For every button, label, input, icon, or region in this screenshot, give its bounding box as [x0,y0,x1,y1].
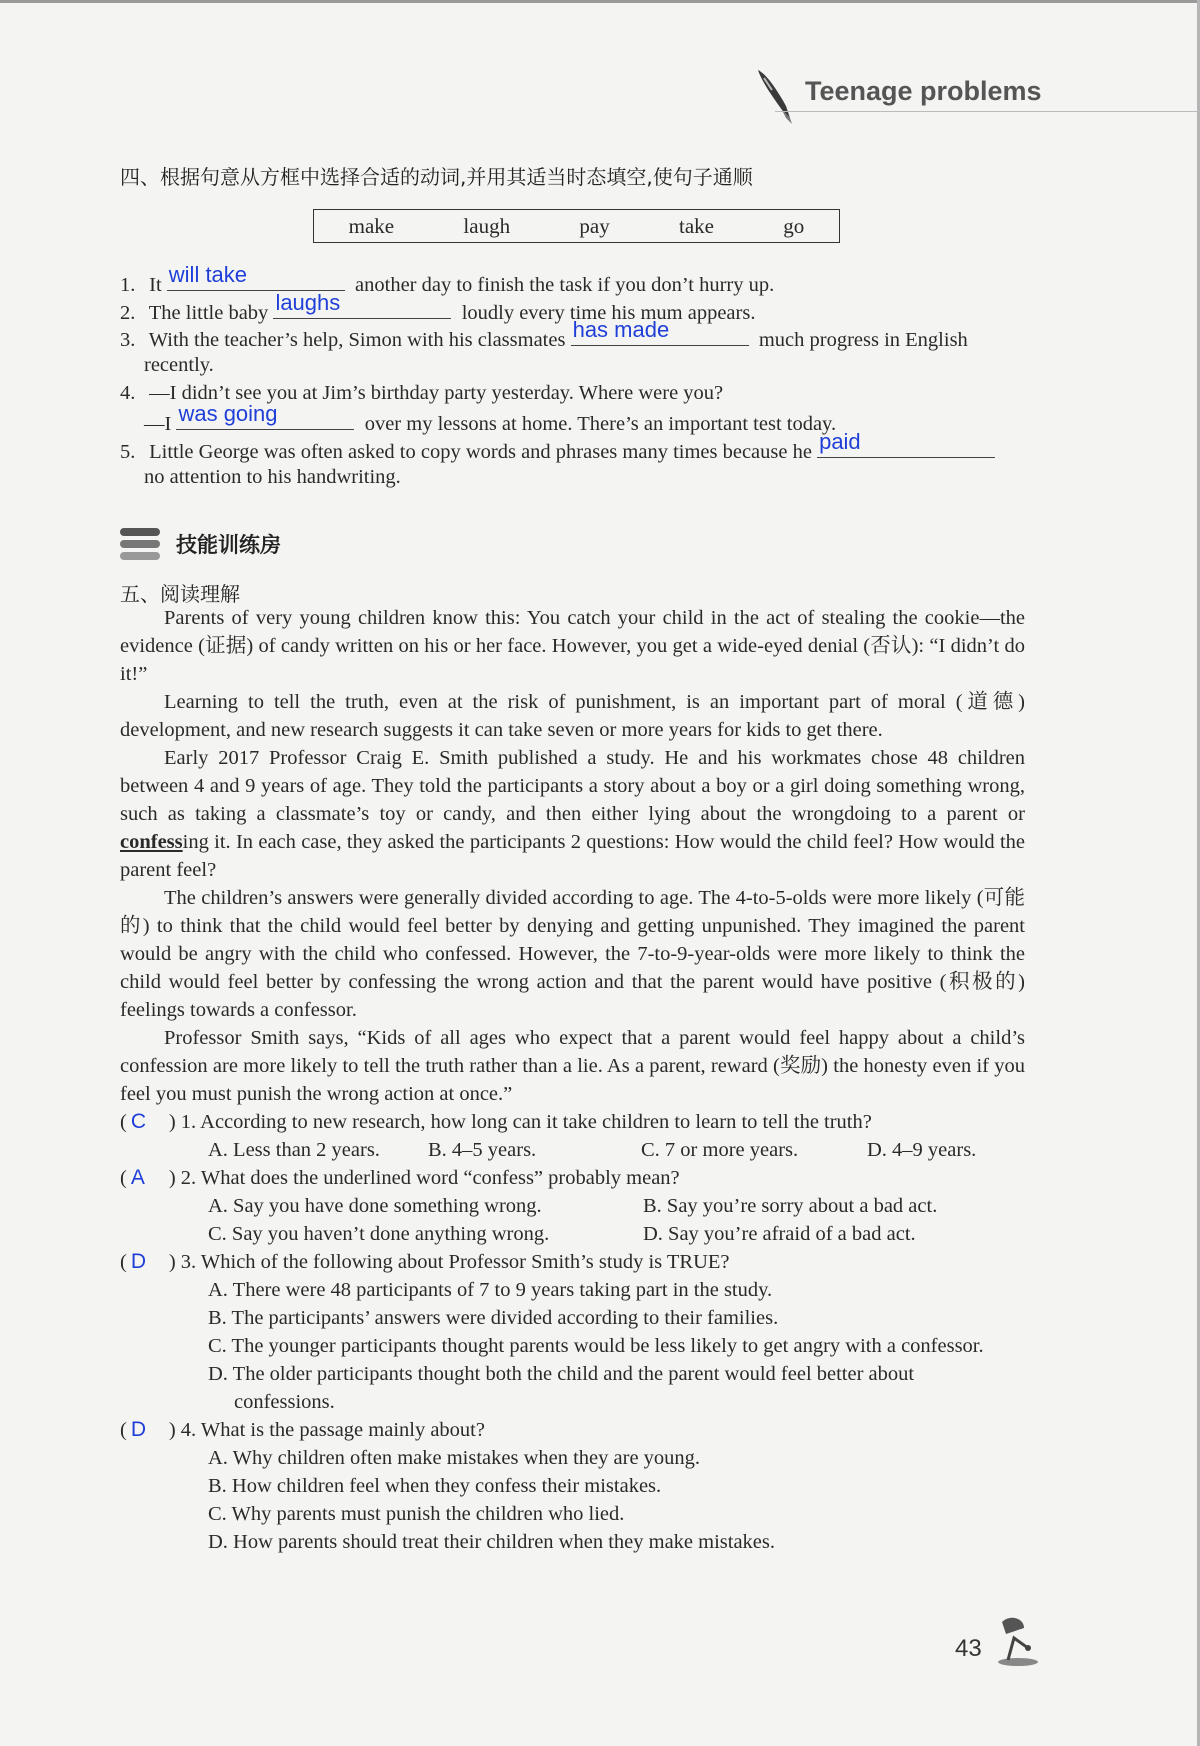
question-1: ( C ) 1. According to new research, how long can it take children to learn to tell the truth? [120,1108,872,1136]
answer-blank[interactable] [167,262,345,291]
skills-section-title: 技能训练房 [176,533,281,557]
option: C. Why parents must punish the children who lied. [208,1503,625,1525]
underlined-word: confess [120,831,183,853]
option-continued: confessions. [234,1391,335,1413]
passage-paragraph-4: The children’s answers were generally divided according to age. The 4-to-5-olds were more likely (可能的) to think that the child would feel better by denying and getting unpunished. They imagined the parent would be angry with the child who confessed. However, the 7-to-9-year-olds were more likely to think the child would feel better by confessing the wrong action and that the parent would have positive (积极的) feelings towards a confessor. [120,887,1025,1021]
passage-paragraph-5: Professor Smith says, “Kids of all ages who expect that a parent would feel happy about a child’s confession are more likely to tell the truth rather than a lie. As a parent, reward (奖励) the honesty even if you feel you must punish the wrong action at once.” [120,1027,1025,1105]
fill-item-4: —I was going over my lessons at home. There’s an important test today. [144,401,837,435]
desk-lamp-icon [988,1612,1044,1668]
fill-item-3-continued: recently. [144,354,214,376]
passage-paragraph-2: Learning to tell the truth, even at the risk of punishment, is an important part of moral (道德) development, and new research suggests it can take seven or more years for kids to get there. [120,691,1025,741]
pen-icon [752,66,796,128]
passage-paragraph-3: Early 2017 Professor Craig E. Smith published a study. He and his workmates chose 48 children between 4 and 9 years of age. They told the participants a story about a boy or a girl doing something wrong, such as taking a classmate’s toy or candy, and then either lying about the wrongdoing to a parent or confessing it. In each case, they asked the participants 2 questions: How would the child feel? How would the parent feel? [120,747,1025,881]
answer-blank[interactable] [273,290,451,319]
answer-blank[interactable] [571,317,749,346]
question-3: ( D ) 3. Which of the following about Professor Smith’s study is TRUE? [120,1248,730,1276]
handwritten-answer: was going [178,401,278,426]
page-top-edge [0,0,1200,3]
answer-choice[interactable]: C [130,1110,146,1133]
option: B. Say you’re sorry about a bad act. [643,1195,938,1217]
fill-item-5: 5. Little George was often asked to copy words and phrases many times because he paid [120,435,995,466]
handwritten-answer: paid [819,429,861,454]
handwritten-answer: laughs [275,290,341,315]
option: C. The younger participants thought parents would be less likely to get angry with a confessor. [208,1335,984,1357]
page-number: 43 [955,1635,982,1662]
fill-item-3: 3. With the teacher’s help, Simon with his classmates has made much progress in English [120,317,968,351]
option: D. The older participants thought both the child and the parent would feel better about [208,1363,915,1385]
answer-choice[interactable]: D [130,1418,146,1441]
word-bank-item: make [348,213,395,238]
chapter-title: Teenage problems [805,76,1042,106]
answer-choice[interactable]: D [130,1250,146,1273]
header-rule [775,111,1200,112]
answer-choice[interactable]: A [130,1166,145,1189]
option: D. Say you’re afraid of a bad act. [643,1223,916,1245]
question-2: ( A ) 2. What does the underlined word “confess” probably mean? [120,1164,680,1192]
option: A. Why children often make mistakes when they are young. [208,1447,701,1469]
option: B. How children feel when they confess their mistakes. [208,1475,662,1497]
section-5-heading: 五、阅读理解 [120,582,240,606]
question-4: ( D ) 4. What is the passage mainly about? [120,1416,485,1444]
option: B. 4–5 years. [428,1139,537,1161]
word-bank-item: laugh [463,213,511,238]
option: A. Say you have done something wrong. [208,1195,542,1217]
option: A. Less than 2 years. [208,1139,380,1161]
word-bank-item: go [783,213,805,238]
option: D. 4–9 years. [867,1139,977,1161]
option: A. There were 48 participants of 7 to 9 years taking part in the study. [208,1279,773,1301]
handwritten-answer: has made [572,317,670,342]
word-bank-item: take [679,213,714,238]
fill-item-2: 2. The little baby laughs loudly every time his mum appears. [120,290,756,324]
word-bank-item: pay [579,213,610,238]
word-bank-box [313,209,840,243]
passage-paragraph-1: Parents of very young children know this: You catch your child in the act of stealing the cookie—the evidence (证据) of candy written on his or her face. However, you get a wide-eyed denial (否认): “I didn’t do it!” [120,607,1025,685]
option: D. How parents should treat their children when they make mistakes. [208,1531,776,1553]
option: C. Say you haven’t done anything wrong. [208,1223,550,1245]
section-4-heading: 四、根据句意从方框中选择合适的动词,并用其适当时态填空,使句子通顺 [120,165,753,189]
option: B. The participants’ answers were divided according to their families. [208,1307,779,1329]
stacked-bars-icon [120,526,162,562]
answer-blank[interactable] [817,429,995,458]
handwritten-answer: will take [168,262,248,287]
fill-item-1: 1. It will take another day to finish the task if you don’t hurry up. [120,262,775,296]
answer-blank[interactable] [176,401,354,430]
option: C. 7 or more years. [641,1139,799,1161]
fill-item-4-dialogue: 4. —I didn’t see you at Jim’s birthday party yesterday. Where were you? [120,382,724,404]
fill-item-5-continued: no attention to his handwriting. [144,466,401,488]
